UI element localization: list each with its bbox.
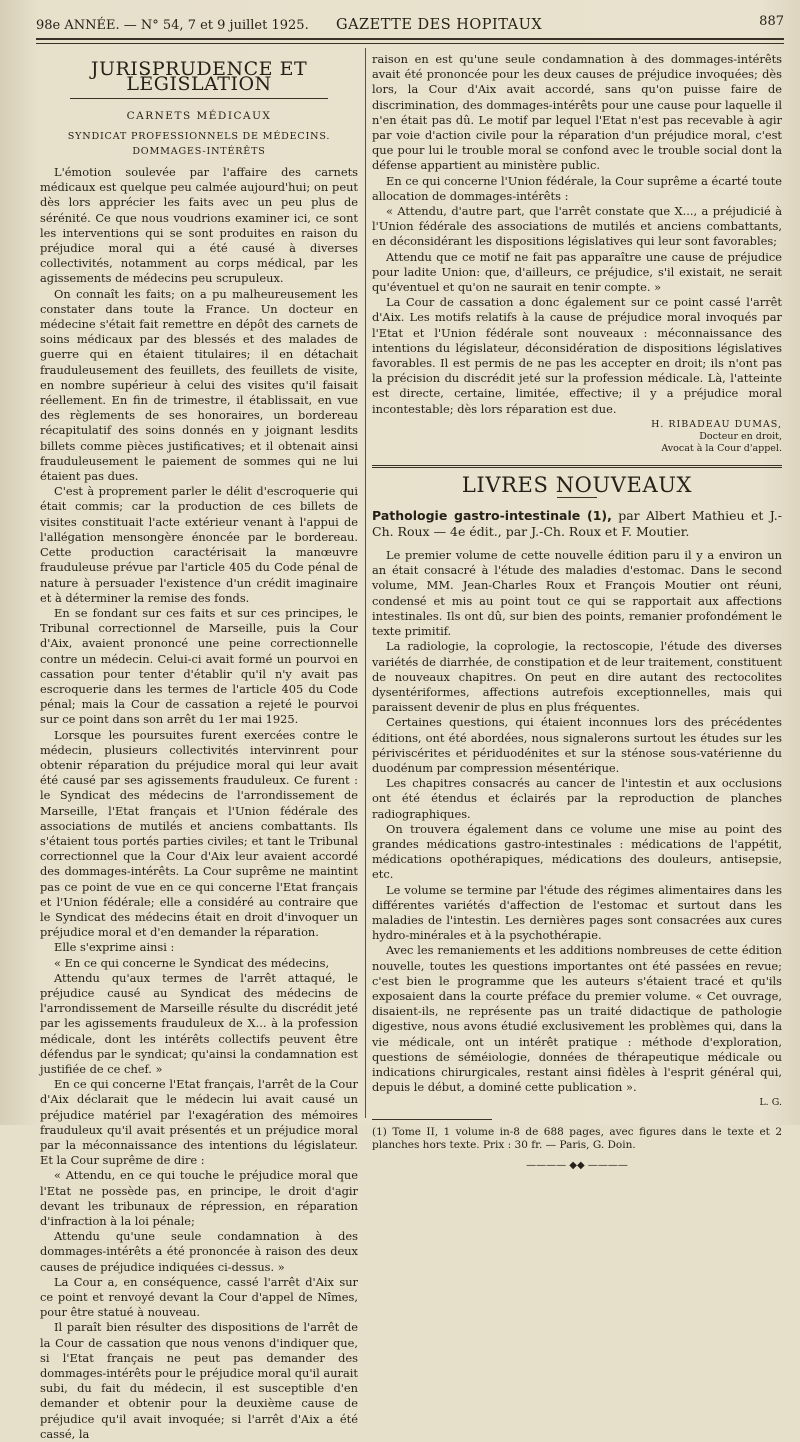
review-paragraph: Certaines questions, qui étaient inconnues lors des précédentes éditions, ont été abordées, nous signalerons surtout les études sur les périviscérites et périduodénites et sur la sténose sous-vatérienne du duodénum par compression mésentérique.	[372, 715, 782, 775]
header-rule-thin	[36, 43, 784, 44]
review-paragraph: Avec les remaniements et les additions nombreuses de cette édition nouvelle, toutes les questions importantes ont été passées en revue; c'est bien le programme que les auteurs s'étaient tracé et qu'ils exposaient dans la courte préface du premier volume. « Cet ouvrage, disaient-ils, ne représente pas un traité didactique de pathologie digestive, nous avons étudié exclusivement les problèmes qui, dans la vie médicale, ont un intérêt pratique : méthode d'exploration, questions de séméiologie, données de thérapeutique médicale ou indications chirurgicales, restant ainsi fidèles à l'esprit général qui, depuis le début, a dominé cette publication ».	[372, 943, 782, 1095]
paragraph: En ce qui concerne l'Union fédérale, la Cour suprême a écarté toute allocation de dommages-intérêts :	[372, 173, 782, 203]
review-paragraph: On trouvera également dans ce volume une mise au point des grandes médications gastro-intestinales : médications de l'appétit, médications opothérapiques, médications des douleurs, antisepsie, etc.	[372, 821, 782, 882]
book-authors: par Albert Mathieu et J.-Ch. Roux — 4e édit., par J.-Ch. Roux et F. Moutier.	[372, 508, 782, 540]
footnote: (1) Tome II, 1 volume in-8 de 688 pages, avec figures dans le texte et 2 planches hors texte. Prix : 30 fr. — Paris, G. Doin.	[372, 1125, 782, 1151]
issue-info: 98e ANNÉE. — N° 54, 7 et 9 juillet 1925.	[36, 18, 309, 33]
end-ornament: ———— ◆◆ ————	[526, 1159, 628, 1171]
paragraph: « Attendu, en ce qui touche le préjudice moral que l'Etat ne possède pas, en principe, le droit d'agir devant les tribunaux de répression, en réparation d'infraction à la loi pénale;	[40, 1168, 358, 1229]
footnote-rule	[372, 1119, 492, 1120]
signature-name: H. RIBADEAU DUMAS,	[651, 418, 782, 430]
author-signature	[372, 419, 782, 455]
paragraph: « Attendu, d'autre part, que l'arrêt constate que X..., a préjudicié à l'Union fédérale des associations de mutilés et anciens combattants, en déconsidérant les dispositions législatives qui leur sont favorables;	[372, 204, 782, 249]
paragraph: On connaît les faits; on a pu malheureusement les constater dans toute la France. Un docteur en médecine s'était fait remettre en dépôt des carnets de soins médicaux par des blessés et des malades de guerre qui en étaient titulaires; il en détachait frauduleusement des feuillets, des feuillets de visite, en nombre supérieur à celui des visites qu'il faisait réellement. En fin de trimestre, il établissait, en vue des règlements de ses honoraires, un bordereau récapitulatif des soins donnés en y joignant lesdits billets comme pièces justificatives; et il obtenait ainsi frauduleusement le paiement de sommes qui ne lui étaient pas dues.	[40, 286, 358, 484]
review-paragraph: Les chapitres consacrés au cancer de l'intestin et aux occlusions ont été étendus et éclairés par la reproduction de planches radiographiques.	[372, 776, 782, 821]
section-title: JURISPRUDENCE ET LÉGISLATION	[90, 58, 308, 96]
paragraph: Attendu qu'une seule condamnation à des dommages-intérêts a été prononcée à raison des deux causes de préjudice indiquées ci-dessus. »	[40, 1229, 358, 1274]
section-rule	[70, 98, 328, 99]
column-divider	[365, 48, 366, 1118]
signature-affiliation: Avocat à la Cour d'appel.	[661, 442, 782, 454]
signature-title: Docteur en droit,	[699, 430, 782, 442]
page-number: 887	[759, 14, 784, 29]
book-title	[372, 508, 782, 540]
livres-rule	[557, 497, 597, 498]
review-paragraph: La radiologie, la coprologie, la rectoscopie, l'étude des diverses variétés de diarrhée, de constipation et de leur traitement, constituent de nouveaux chapitres. On peut en dire autant des rectocolites dysentériformes, affections autrefois exceptionnelles, mais qui paraissent devenir de plus en plus fréquentes.	[372, 639, 782, 715]
paragraph: raison en est qu'une seule condamnation à des dommages-intérêts avait été prononcée pour les deux causes de préjudice invoquées; dès lors, la Cour d'Aix avait accordé, sans qu'on puisse faire de discrimination, des dommages-intérêts pour une cause pour laquelle il n'en était pas dû. Le motif par lequel l'Etat n'est pas recevable à agir par voie d'action civile pour la réparation d'un préjudice moral, c'est que pour lui le trouble moral se confond avec le trouble social dont la défense appartient au ministère public.	[372, 52, 782, 173]
paragraph: Lorsque les poursuites furent exercées contre le médecin, plusieurs collectivités intervinrent pour obtenir réparation du préjudice moral qui leur avait été causé par ses agissements frauduleux. Ce furent : le Syndicat des médecins de l'arrondissement de Marseille, l'Etat français et l'Union fédérale des associations de mutilés et anciens combattants. Ils s'étaient tous portés parties civiles; et tant le Tribunal correctionnel que la Cour d'Aix leur avaient accordé des dommages-intérêts. La Cour suprême ne maintint pas ce point de vue en ce qui concerne l'Etat français et l'Union fédérale; elle a considéré au contraire que le Syndicat des médecins était en droit d'invoquer un préjudice moral et d'en demander la réparation.	[40, 727, 358, 940]
journal-title: GAZETTE DES HOPITAUX	[336, 17, 543, 33]
paragraph: En ce qui concerne l'Etat français, l'arrêt de la Cour d'Aix déclarait que le médecin lui avait causé un préjudice matériel par l'exagération des mémoires frauduleux qu'il avait présentés et un préjudice moral par la méconnaissance des intentions du législateur. Et la Cour suprême de dire :	[40, 1077, 358, 1168]
book-title-bold: Pathologie gastro-intestinale (1),	[372, 508, 612, 524]
paragraph: Attendu que ce motif ne fait pas apparaître une cause de préjudice pour ladite Union: que, d'ailleurs, ce préjudice, s'il existait, ne serait qu'éventuel et qu'on ne saurait en tenir compte. »	[372, 249, 782, 295]
paragraph: La Cour a, en conséquence, cassé l'arrêt d'Aix sur ce point et renvoyé devant la Cour d'appel de Nîmes, pour être statué à nouveau.	[40, 1274, 358, 1320]
subheading: SYNDICAT PROFESSIONNELS DE MÉDECINS. DOMMAGES-INTÉRÊTS	[67, 130, 331, 157]
paragraph: Elle s'exprime ainsi :	[54, 940, 175, 955]
paragraph: « En ce qui concerne le Syndicat des médecins,	[54, 955, 330, 970]
livres-section-title: LIVRES NOUVEAUX	[461, 472, 693, 497]
subsection-title: CARNETS MÉDICAUX	[126, 110, 272, 123]
paragraph: L'émotion soulevée par l'affaire des carnets médicaux est quelque peu calmée aujourd'hui; on peut dès lors apprécier les faits avec un peu plus de sérénité. Ce que nous voudrions examiner ici, ce sont les interventions qui se sont produites en raison du préjudice moral qui a été causé à diverses collectivités, notamment au corps médical, par les agissements de médecins peu scrupuleux.	[40, 165, 358, 286]
paragraph: La Cour de cassation a donc également sur ce point cassé l'arrêt d'Aix. Les motifs relatifs à la cause de préjudice moral invoqués par l'Etat et l'Union fédérale sont nouveaux : méconnaissance des intentions du législateur, déconsidération de dispositions législatives favorables. Il est permis de ne pas les accepter en droit; ils n'ont pas la précision du discrédit jeté sur la profession médicale. Là, l'atteinte est directe, certaine, limitée, effective; il y a préjudice moral incontestable; dès lors réparation est due.	[372, 295, 782, 416]
header-rule	[36, 38, 784, 40]
left-column	[40, 54, 358, 1442]
paragraph: Il paraît bien résulter des dispositions de l'arrêt de la Cour de cassation que nous venons d'indiquer que, si l'Etat français ne peut pas demander des dommages-intérêts pour le préjudice moral qu'il aurait subi, du fait du médecin, il est susceptible d'en demander et obtenir pour la deuxième cause de préjudice qu'il avait invoquée; si l'arrêt d'Aix a été cassé, la	[40, 1320, 358, 1441]
paragraph: C'est à proprement parler le délit d'escroquerie qui était commis; car la production de ces billets de visites constituait l'acte extérieur venant à l'appui de l'allégation mensongère énoncée par le bordereau. Cette production caractérisait la manœuvre frauduleuse prévue par l'article 405 du Code pénal de nature à persuader l'existence d'un crédit imaginaire et à déterminer la remise des fonds.	[40, 484, 358, 605]
review-signature: L. G.	[759, 1097, 782, 1109]
paragraph: Attendu qu'aux termes de l'arrêt attaqué, le préjudice causé au Syndicat des médecins de l'arrondissement de Marseille résulte du discrédit jeté par les agissements frauduleux de X... à la profession médicale, dont les intérêts collectifs peuvent être défendus par le syndicat; qu'ainsi la condamnation est justifiée de ce chef. »	[40, 970, 358, 1076]
paragraph: En se fondant sur ces faits et sur ces principes, le Tribunal correctionnel de Marseille, puis la Cour d'Aix, avaient prononcé une peine correctionnelle contre un médecin. Celui-ci avait formé un pourvoi en cassation pour tenter d'établir qu'il n'y avait pas escroquerie dans les termes de l'article 405 du Code pénal; mais la Cour de cassation a rejeté le pourvoi sur ce point dans son arrêt du 1er mai 1925.	[40, 605, 358, 727]
section-separator	[372, 465, 782, 468]
review-paragraph: Le volume se termine par l'étude des régimes alimentaires dans les différentes variétés d'affection de l'estomac et surtout dans les maladies de l'intestin. Les dernières pages sont consacrées aux cures hydro-minérales et à la psychothérapie.	[372, 882, 782, 943]
review-paragraph: Le premier volume de cette nouvelle édition paru il y a environ un an était consacré à l'étude des maladies d'estomac. Dans le second volume, MM. Jean-Charles Roux et François Moutier ont réuni, condensé et mis au point tout ce qui se rapportait aux affections intestinales. Ils ont dû, sur bien des points, remanier profondément le texte primitif.	[372, 548, 782, 639]
page-header	[36, 14, 784, 40]
right-column	[372, 52, 782, 1173]
